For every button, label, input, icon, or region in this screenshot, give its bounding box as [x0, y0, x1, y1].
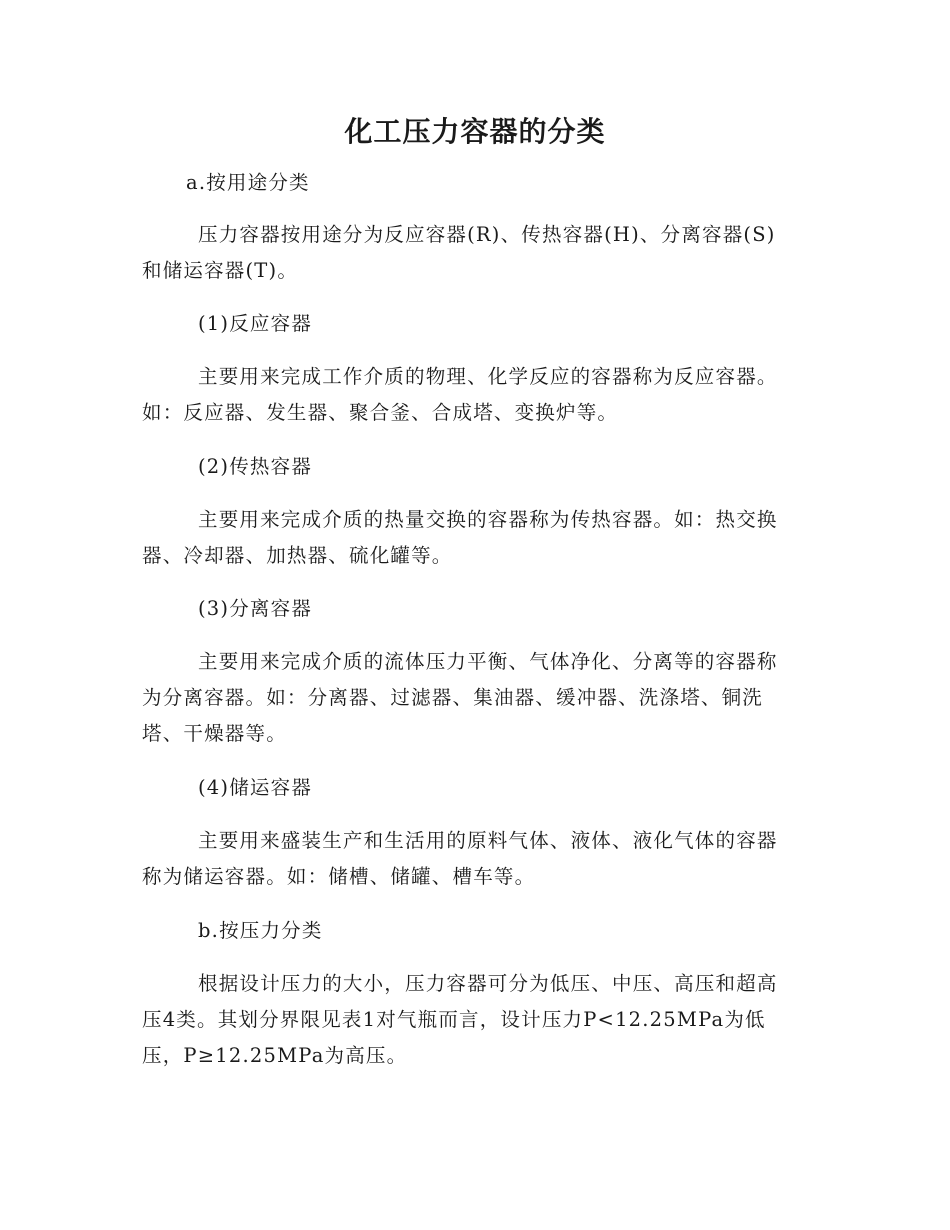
- subheading-separation-vessel: (3)分离容器: [198, 597, 313, 620]
- paragraph-line: 压4类。其划分界限见表1对气瓶而言，设计压力P<12.25MPa为低: [142, 1008, 766, 1031]
- section-heading-by-pressure: b.按压力分类: [198, 919, 323, 942]
- subheading-storage-vessel: (4)储运容器: [198, 776, 313, 799]
- section-heading-by-use: a.按用途分类: [186, 171, 310, 194]
- paragraph-line: 主要用来盛装生产和生活用的原料气体、液体、液化气体的容器: [198, 829, 778, 852]
- paragraph-line: 主要用来完成介质的流体压力平衡、气体净化、分离等的容器称: [198, 650, 778, 673]
- subheading-heat-transfer-vessel: (2)传热容器: [198, 455, 313, 478]
- paragraph-line: 如：反应器、发生器、聚合釜、合成塔、变换炉等。: [142, 401, 619, 424]
- paragraph-line: 为分离容器。如：分离器、过滤器、集油器、缓冲器、洗涤塔、铜洗: [142, 686, 764, 709]
- paragraph-line: 压力容器按用途分为反应容器(R)、传热容器(H)、分离容器(S): [198, 223, 776, 246]
- paragraph-line: 器、冷却器、加热器、硫化罐等。: [142, 544, 453, 567]
- paragraph-line: 称为储运容器。如：储槽、储罐、槽车等。: [142, 865, 536, 888]
- paragraph-line: 和储运容器(T)。: [142, 259, 299, 282]
- paragraph-line: 根据设计压力的大小，压力容器可分为低压、中压、高压和超高: [198, 972, 778, 995]
- page-title: 化工压力容器的分类: [344, 115, 606, 148]
- paragraph-line: 主要用来完成工作介质的物理、化学反应的容器称为反应容器。: [198, 365, 778, 388]
- paragraph-line: 塔、干燥器等。: [142, 722, 287, 745]
- paragraph-line: 主要用来完成介质的热量交换的容器称为传热容器。如：热交换: [198, 508, 778, 531]
- paragraph-line: 压，P≥12.25MPa为高压。: [142, 1044, 408, 1067]
- subheading-reaction-vessel: (1)反应容器: [198, 312, 313, 335]
